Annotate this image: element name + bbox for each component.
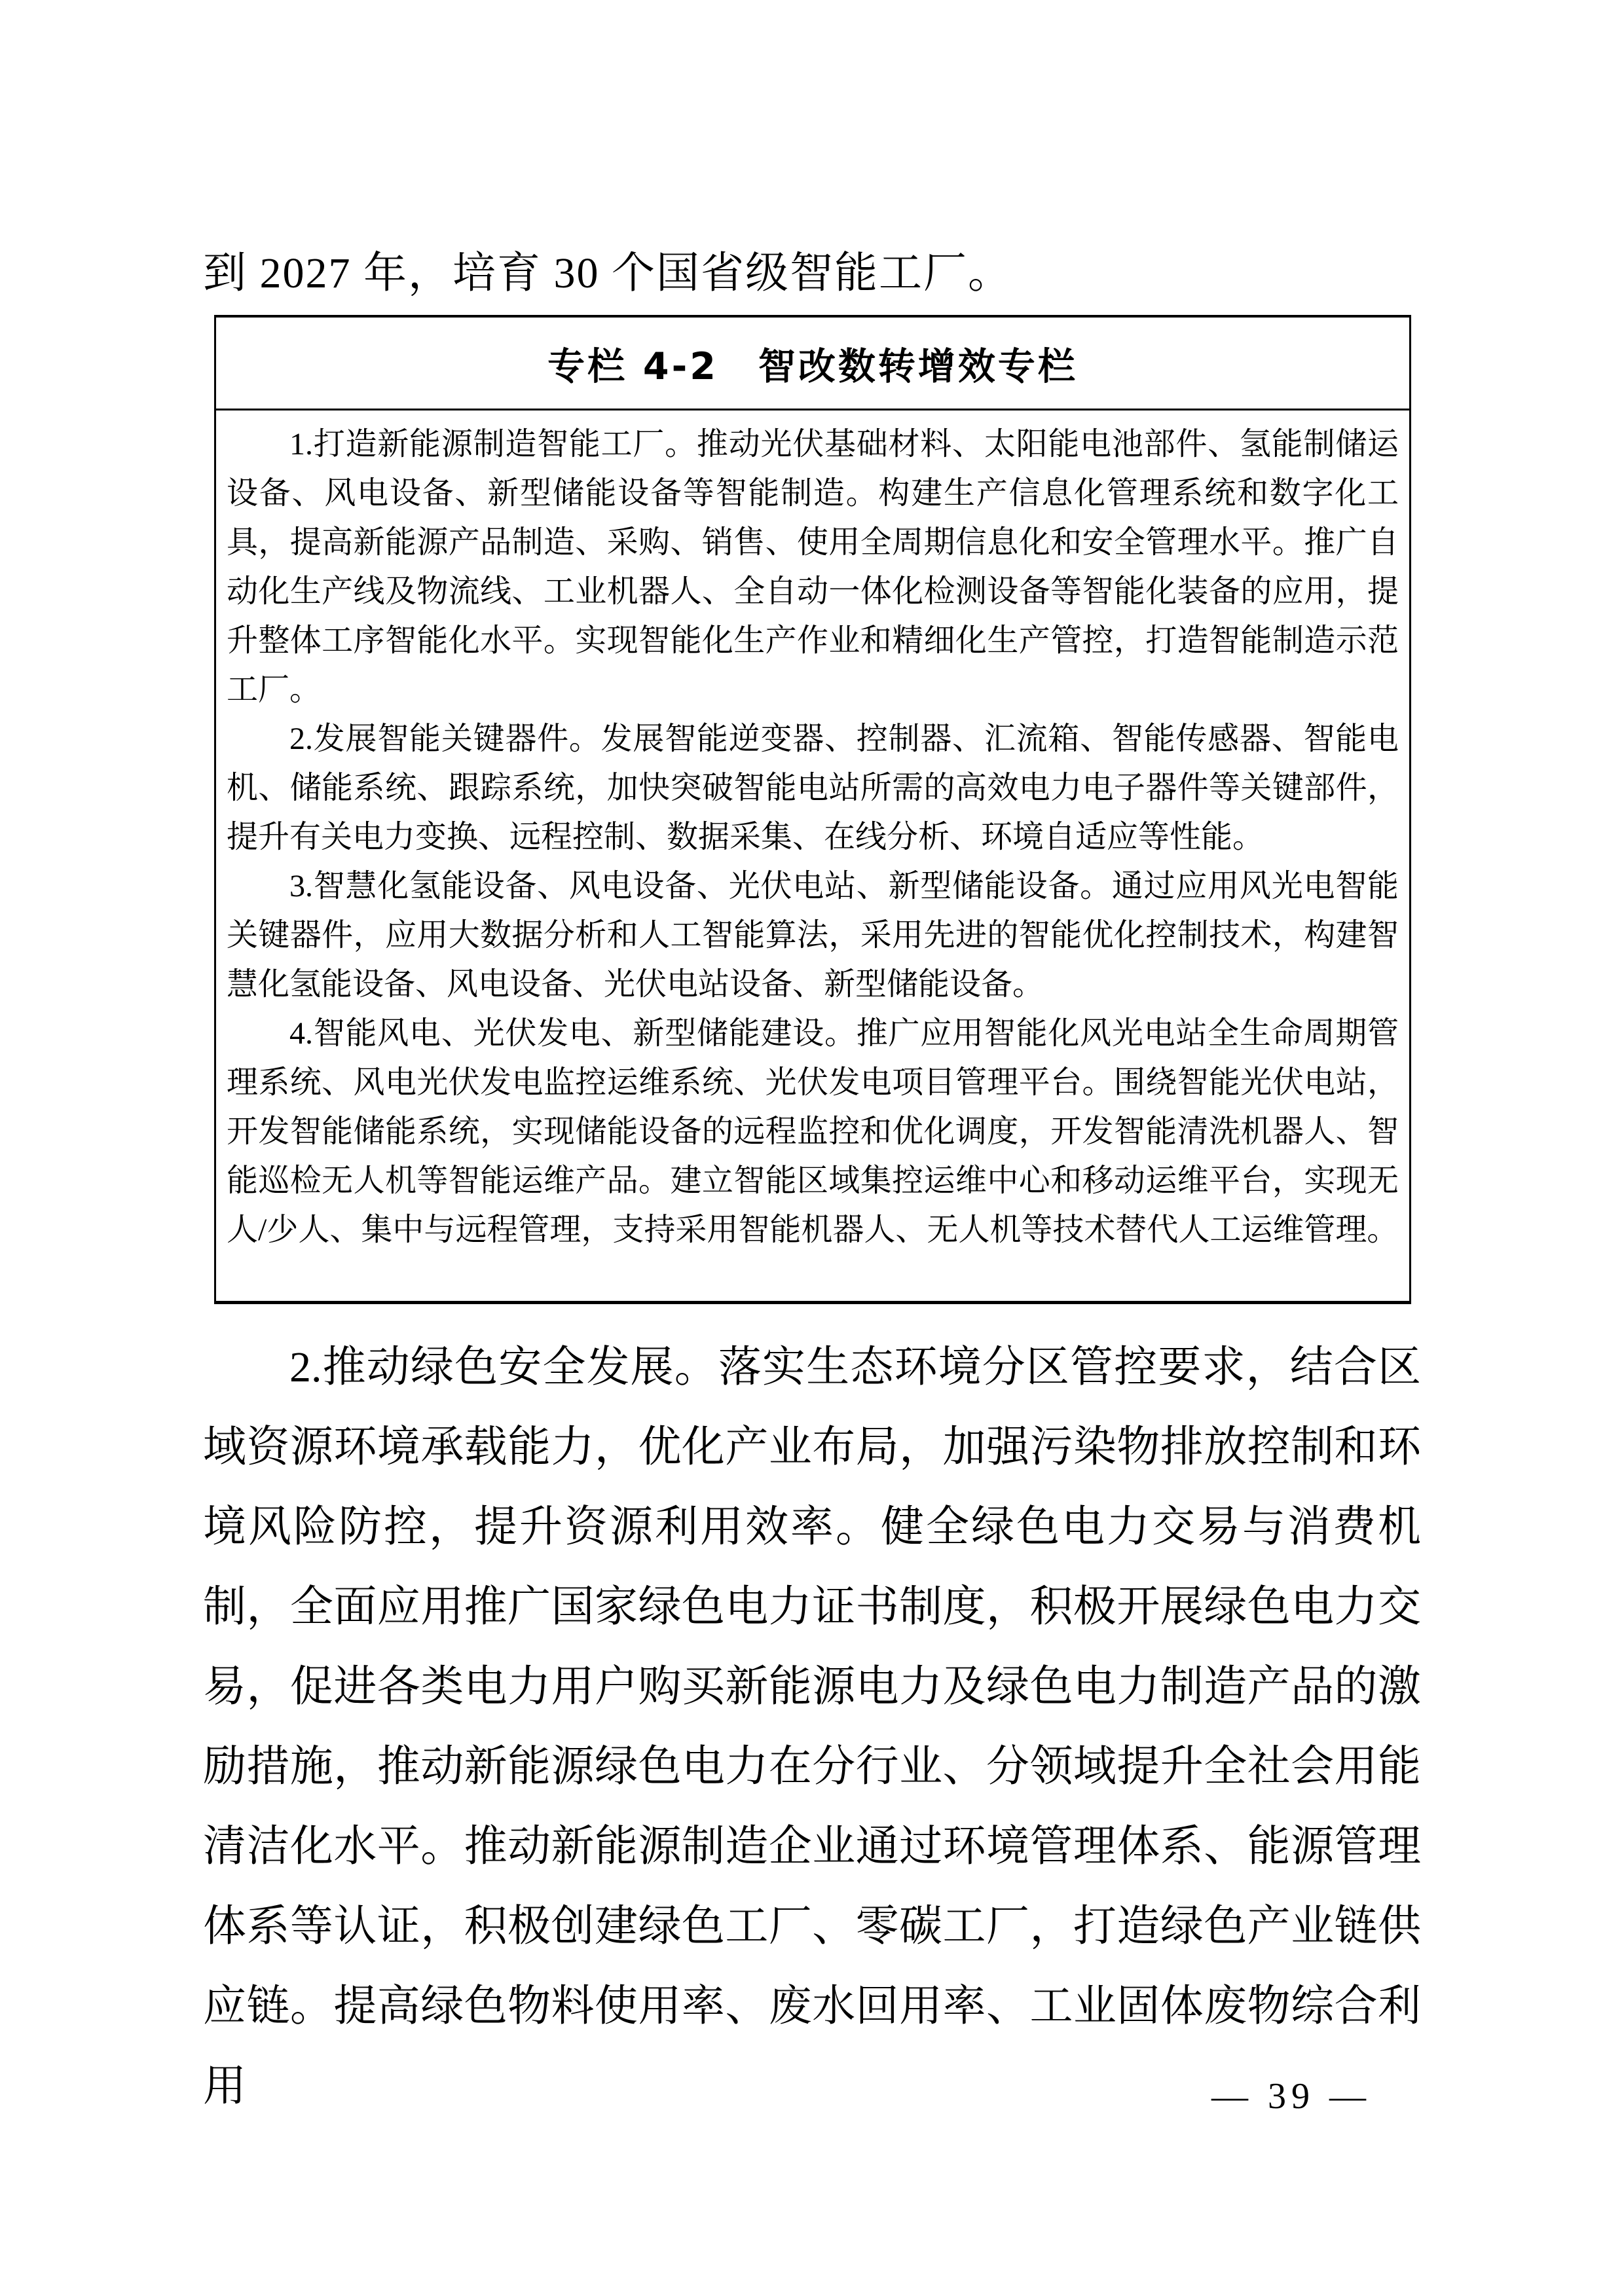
callout-paragraph-4: 4.智能风电、光伏发电、新型储能建设。推广应用智能化风光电站全生命周期管理系统、风电光伏发电监控运维系统、光伏发电项目管理平台。围绕智能光伏电站，开发智能储能系统，实现储能设备的远程监控和优化调度，开发智能清洗机器人、智能巡检无人机等智能运维产品。建立智能区域集控运维中心和移动运维平台，实现无人/少人、集中与远程管理，支持采用智能机器人、无人机等技术替代人工运维管理。: [227, 1016, 1399, 1247]
callout-box: [214, 315, 1411, 1304]
callout-paragraph-3: 3.智慧化氢能设备、风电设备、光伏电站、新型储能设备。通过应用风光电智能关键器件，应用大数据分析和人工智能算法，采用先进的智能优化控制技术，构建智慧化氢能设备、风电设备、光伏电站设备、新型储能设备。: [227, 869, 1399, 1002]
body-paragraph: 2.推动绿色安全发展。落实生态环境分区管控要求，结合区域资源环境承载能力，优化产业布局，加强污染物排放控制和环境风险防控，提升资源利用效率。健全绿色电力交易与消费机制，全面应用推广国家绿色电力证书制度，积极开展绿色电力交易，促进各类电力用户购买新能源电力及绿色电力制造产品的激励措施，推动新能源绿色电力在分行业、分领域提升全社会用能清洁化水平。推动新能源制造企业通过环境管理体系、能源管理体系等认证，积极创建绿色工厂、零碳工厂，打造绿色产业链供应链。提高绿色物料使用率、废水回用率、工业固体废物综合利用: [203, 1343, 1421, 2110]
intro-paragraph: 到 2027 年，培育 30 个国省级智能工厂。: [203, 249, 1012, 297]
callout-paragraph-1: 1.打造新能源制造智能工厂。推动光伏基础材料、太阳能电池部件、氢能制储运设备、风电设备、新型储能设备等智能制造。构建生产信息化管理系统和数字化工具，提高新能源产品制造、采购、销售、使用全周期信息化和安全管理水平。推广自动化生产线及物流线、工业机器人、全自动一体化检测设备等智能化装备的应用，提升整体工序智能化水平。实现智能化生产作业和精细化生产管控，打造智能制造示范工厂。: [227, 427, 1399, 707]
page-number: — 39 —: [1211, 2076, 1371, 2117]
callout-box-body: [216, 410, 1409, 1254]
callout-box-title: 专栏 4-2 智改数转增效专栏: [216, 318, 1409, 410]
callout-paragraph-2: 2.发展智能关键器件。发展智能逆变器、控制器、汇流箱、智能传感器、智能电机、储能系统、跟踪系统，加快突破智能电站所需的高效电力电子器件等关键部件，提升有关电力变换、远程控制、数据采集、在线分析、环境自适应等性能。: [227, 721, 1399, 854]
